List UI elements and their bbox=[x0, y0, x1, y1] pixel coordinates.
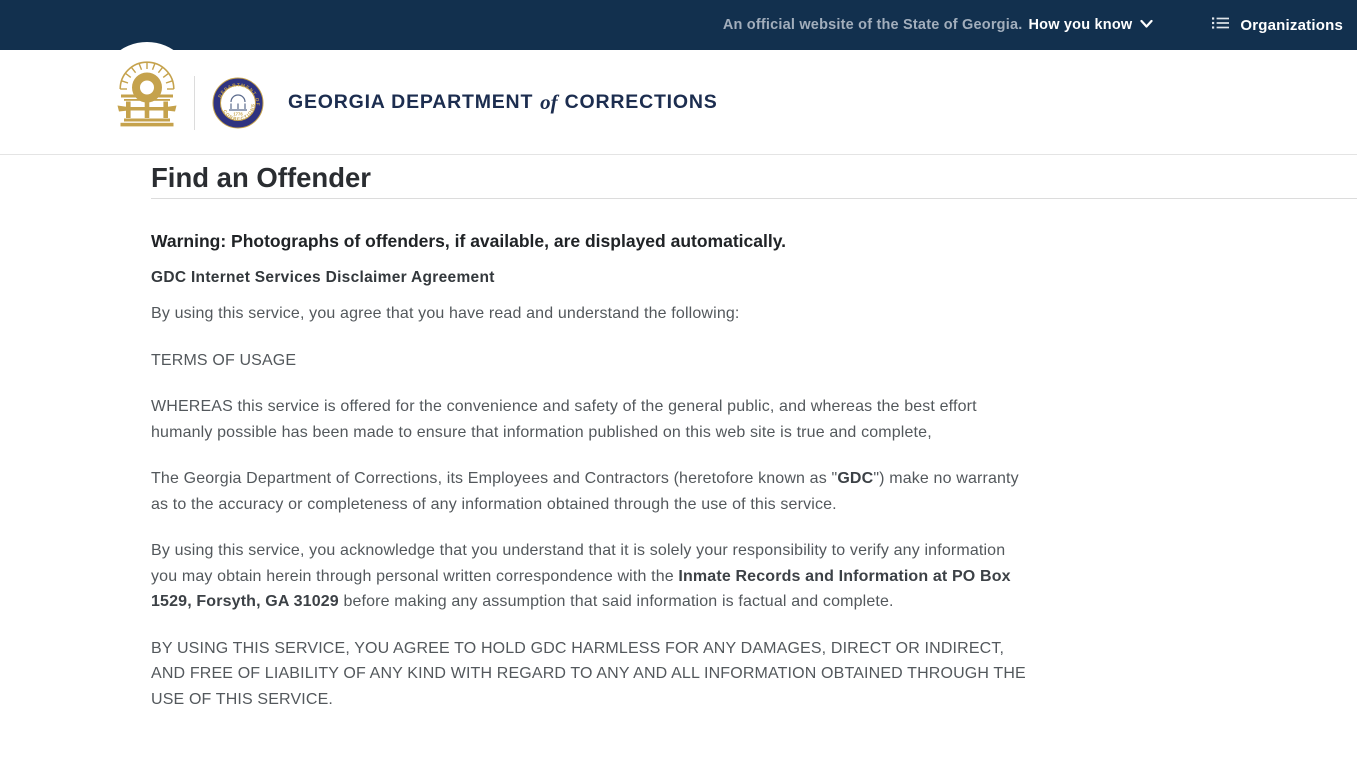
chevron-down-icon bbox=[1139, 16, 1154, 35]
disclaimer-paragraph: TERMS OF USAGE bbox=[151, 351, 297, 369]
svg-text:1776: 1776 bbox=[233, 111, 243, 117]
disclaimer-paragraph: BY USING THIS SERVICE, YOU AGREE TO HOLD GDC HARMLESS FOR ANY DAMAGES, DIRECT OR INDIRECT, AND FREE OF LIABILITY OF ANY KIND WITH REGARD TO ANY AND ALL INFORMATION OBTAINED THROUGH THE USE OF THIS SERVICE. bbox=[151, 639, 1026, 708]
agency-header bbox=[0, 50, 1366, 155]
agency-title-part-3: CORRECTIONS bbox=[564, 91, 718, 113]
disclaimer-paragraph: By using this service, you agree that you have read and understand the following: bbox=[151, 305, 740, 322]
agency-title-part-2: of bbox=[540, 90, 558, 114]
bulleted-list-icon bbox=[1211, 15, 1230, 35]
organizations-label: Organizations bbox=[1240, 16, 1343, 34]
georgia-arch-logo[interactable] bbox=[114, 56, 180, 133]
disclaimer-content bbox=[151, 230, 1031, 712]
page-title: Find an Offender bbox=[151, 163, 1357, 199]
svg-text:DEPARTMENT OF: DEPARTMENT OF bbox=[217, 82, 261, 107]
official-website-text: An official website of the State of Georgia. bbox=[722, 17, 1023, 33]
agency-title-part-1: GEORGIA DEPARTMENT bbox=[288, 91, 534, 113]
gdc-seal[interactable] bbox=[212, 77, 264, 134]
svg-text:CORRECTIONS: CORRECTIONS bbox=[222, 102, 256, 122]
agency-title bbox=[288, 50, 718, 155]
disclaimer-paragraph: The Georgia Department of Corrections, its Employees and Contractors (heretofore known as "GDC") make no warranty as to the accuracy or completeness of any information obtained through the use of this service. bbox=[151, 470, 1019, 513]
disclaimer-paragraphs bbox=[151, 301, 1031, 712]
official-banner bbox=[0, 0, 1366, 50]
scrollbar-track[interactable] bbox=[1357, 0, 1366, 768]
how-you-know-button[interactable] bbox=[1028, 16, 1154, 35]
disclaimer-paragraph: WHEREAS this service is offered for the convenience and safety of the general public, and whereas the best effort humanly possible has been made to ensure that information published on this web site is true and complete, bbox=[151, 398, 977, 441]
how-you-know-label: How you know bbox=[1028, 17, 1133, 33]
disclaimer-paragraph: By using this service, you acknowledge that you understand that it is solely your responsibility to verify any information you may obtain herein through personal written correspondence with the Inmate Records and Information at PO Box 1529, Forsyth, GA 31029 before making any assumption that said information is factual and complete. bbox=[151, 542, 1011, 610]
warning-text: Warning: Photographs of offenders, if available, are displayed automatically. bbox=[151, 231, 786, 251]
header-divider bbox=[194, 76, 195, 130]
disclaimer-heading: GDC Internet Services Disclaimer Agreement bbox=[151, 269, 495, 286]
organizations-link[interactable] bbox=[1211, 15, 1343, 35]
main-content bbox=[151, 163, 1357, 712]
